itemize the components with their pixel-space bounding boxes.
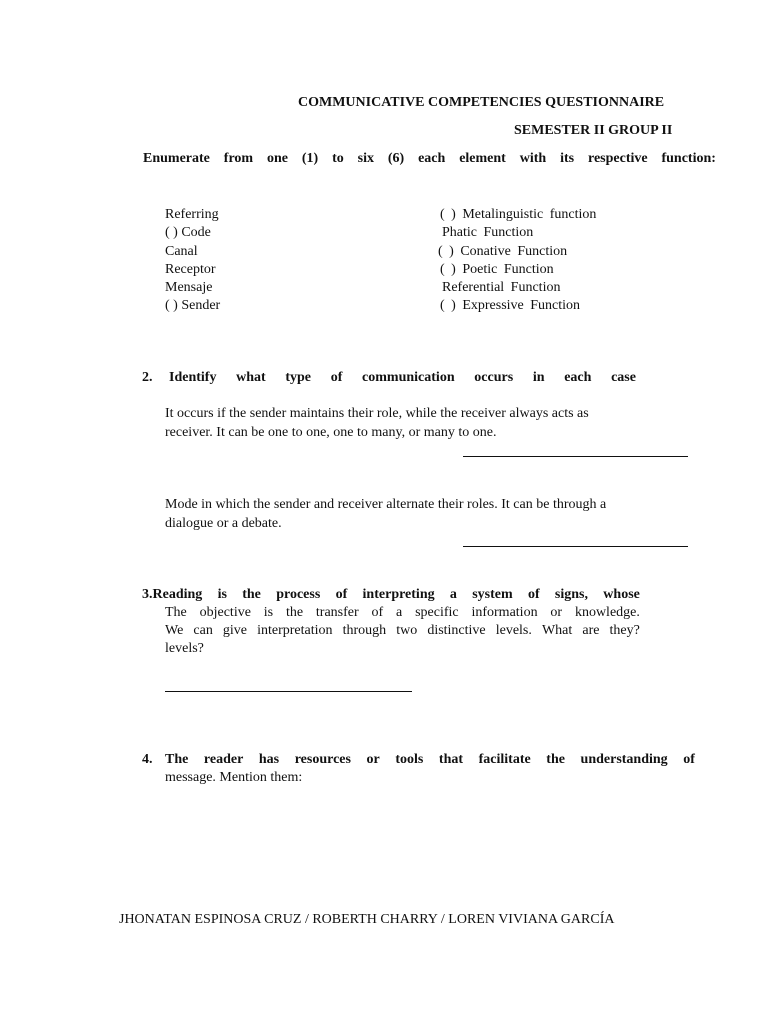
word: system [472,587,513,602]
word: The [165,605,187,620]
word: is [263,605,274,620]
word: that [438,752,464,767]
word: Enumerate [143,151,210,166]
word: in [532,370,545,385]
word: to [332,151,344,166]
q1-function-list [440,206,596,316]
word: We [165,623,184,638]
function-item: ( ) Conative Function [438,243,568,259]
word: six [357,151,374,166]
element-item: ( ) Code [165,225,211,241]
document-subtitle: SEMESTER II GROUP II [514,123,673,138]
word: the [242,587,261,602]
q1-instruction [143,151,716,167]
function-item: ( ) Expressive Function [440,298,581,314]
word: its [560,151,575,166]
word: knowledge. [574,605,640,620]
case-text: dialogue or a debate. [165,515,282,531]
word: case [611,370,636,385]
element-item: Canal [165,243,198,259]
word: levels. [495,623,532,638]
word: from [223,151,254,166]
word: of [371,605,384,620]
word: Identify [169,370,217,385]
word: each [564,370,592,385]
word: reader [203,752,244,767]
q3-text: levels? [165,641,204,656]
word: give [222,623,248,638]
word: tools [395,752,424,767]
word: or [366,752,380,767]
word: they? [609,623,640,638]
function-item: Phatic Function [442,225,534,241]
word: 3.Reading [142,587,203,602]
word: of [330,370,343,385]
word: the [546,752,565,767]
word: respective [587,151,648,166]
word: has [258,752,280,767]
case-text: receiver. It can be one to one, one to many, or many to one. [165,424,497,440]
function-item: ( ) Poetic Function [440,261,554,277]
q4-text: message. Mention them: [165,770,303,785]
element-item: Referring [165,207,219,222]
word: a [396,605,403,620]
case-text: Mode in which the sender and receiver alternate their roles. It can be through a [165,497,607,512]
word: of [335,587,348,602]
q2-answer-line-1[interactable] [463,456,688,457]
word: whose [603,587,640,602]
word: communication [362,370,455,385]
word: resources [294,752,351,767]
word: with [519,151,547,166]
q2-number: 2. [142,370,153,385]
word: or [550,605,563,620]
word: two [396,623,418,638]
q3-text [165,623,640,639]
word: of [683,752,695,767]
word: through [342,623,387,638]
element-item: Receptor [165,261,216,277]
word: the [285,605,304,620]
q4-question [165,752,695,768]
q1-element-list [165,206,220,316]
q2-answer-line-2[interactable] [463,546,688,547]
word: process [276,587,321,602]
word: transfer [315,605,359,620]
word: interpretation [257,623,333,638]
word: function: [661,151,716,166]
word: The [165,752,189,767]
word: objective [199,605,251,620]
word: facilitate [478,752,531,767]
word: can [193,623,213,638]
word: signs, [554,587,588,602]
word: of [527,587,540,602]
word: one [266,151,288,166]
element-item: ( ) Sender [165,298,221,314]
case-text: It occurs if the sender maintains their role, while the receiver always acts as [165,406,589,421]
word: element [459,151,506,166]
word: is [217,587,227,602]
q3-answer-line[interactable] [165,691,412,692]
q2-case-1 [165,405,589,442]
word: (6) [387,151,405,166]
element-item: Mensaje [165,280,213,296]
word: type [285,370,312,385]
word: what [236,370,266,385]
word: information [471,605,538,620]
word: a [449,587,457,602]
word: understanding [580,752,668,767]
word: distinctive [427,623,486,638]
q2-case-2 [165,496,606,533]
word: What [541,623,573,638]
function-item: ( ) Metalinguistic function [440,207,597,222]
word: (1) [301,151,319,166]
document-title: COMMUNICATIVE COMPETENCIES QUESTIONNAIRE [298,95,665,110]
function-item: Referential Function [442,280,561,296]
q3-text [165,605,640,621]
footer-authors: JHONATAN ESPINOSA CRUZ / ROBERTH CHARRY / LOREN VIVIANA GARCÍA [119,912,615,927]
word: are [582,623,600,638]
word: occurs [474,370,514,385]
q3-question [142,587,640,603]
word: specific [415,605,459,620]
q2-heading [169,370,636,386]
q4-number: 4. [142,752,153,767]
word: each [418,151,446,166]
word: interpreting [362,587,435,602]
